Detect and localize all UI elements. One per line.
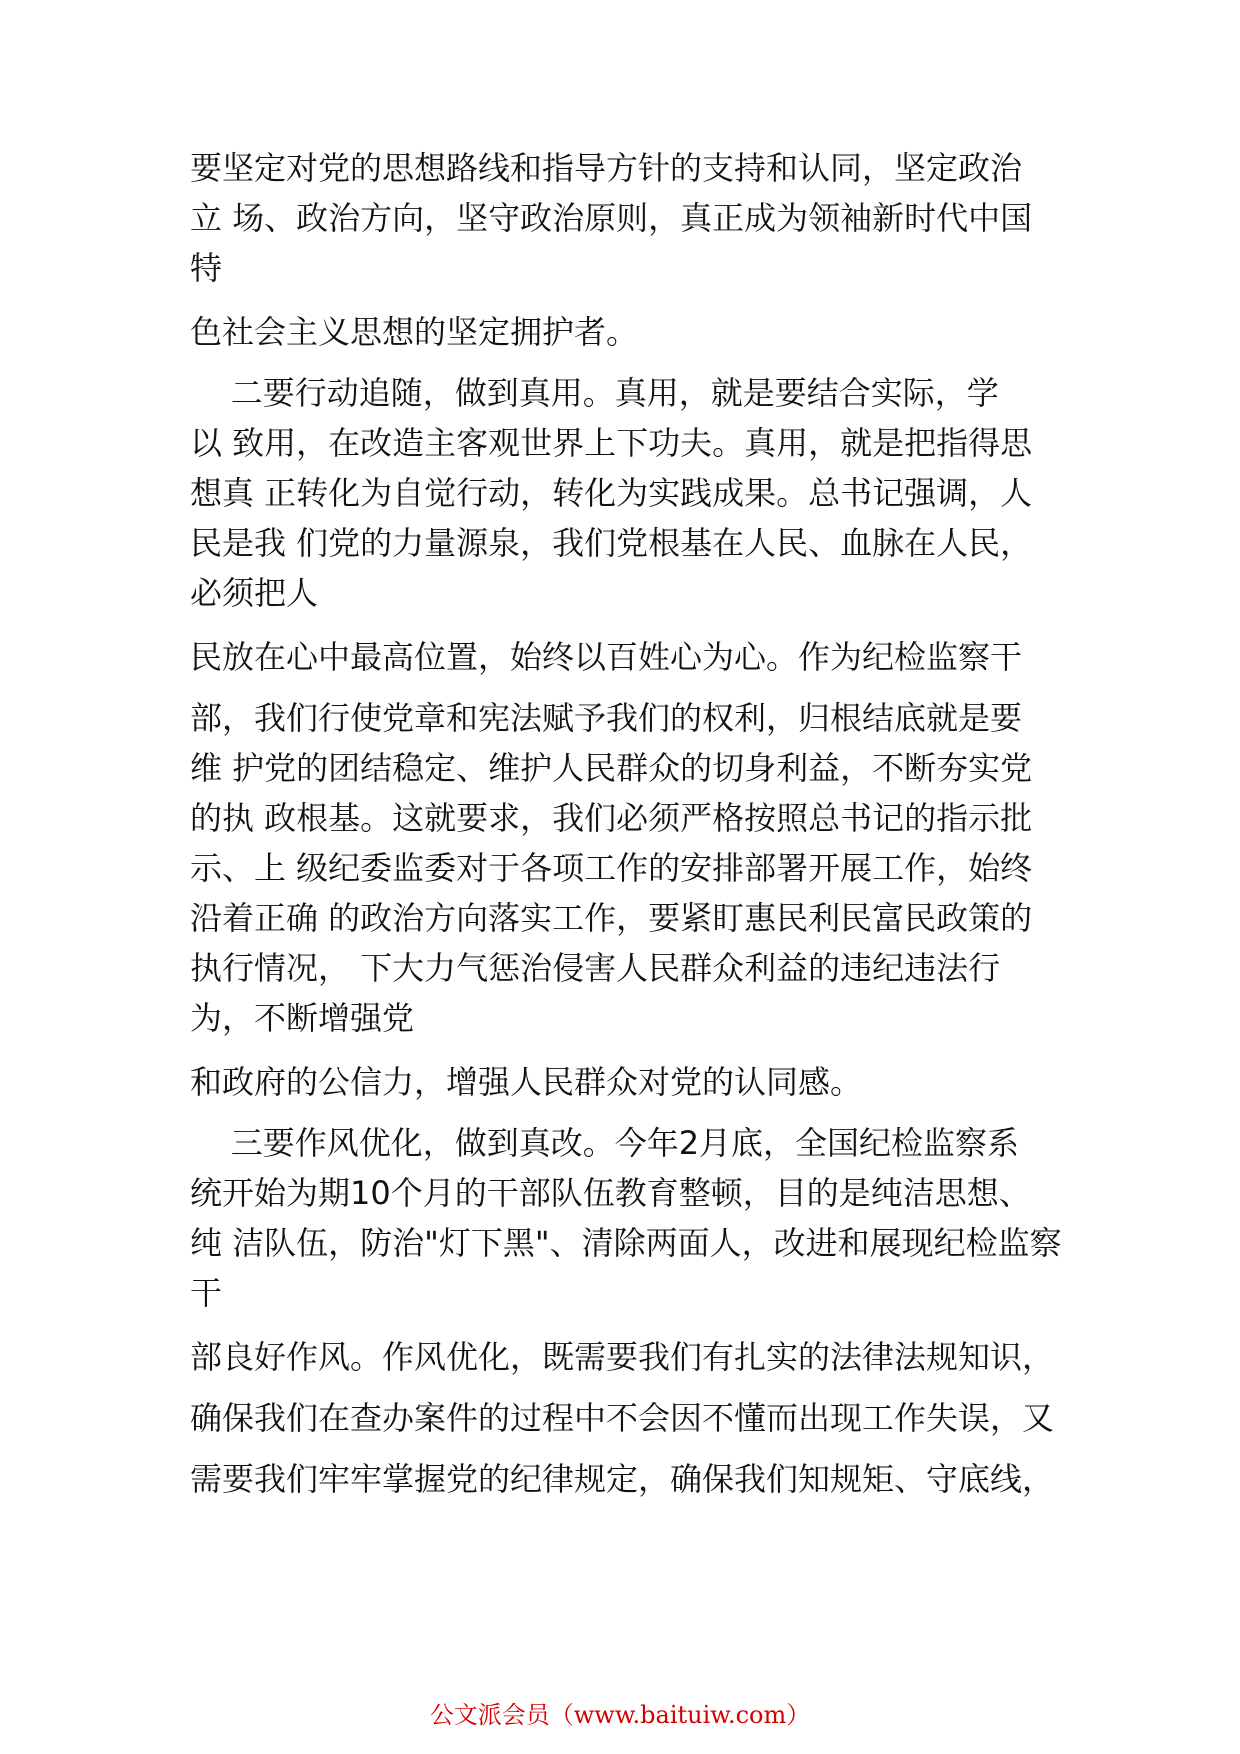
text-line-7: 想真 正转化为自觉行动，转化为实践成果。总书记强调，人 — [190, 474, 1033, 512]
text-line-18: 和政府的公信力，增强人民群众对党的认同感。 — [190, 1063, 863, 1101]
text-line-25: 需要我们牢牢掌握党的纪律规定，确保我们知规矩、守底线， — [190, 1460, 1055, 1498]
text-line-22: 干 — [190, 1274, 223, 1312]
text-line-19: 三要作风优化，做到真改。今年2月底，全国纪检监察系 — [190, 1124, 1020, 1162]
text-line-16: 执行情况， 下大力气惩治侵害人民群众利益的违纪违法行 — [190, 949, 1001, 987]
text-line-6: 以 致用，在改造主客观世界上下功夫。真用，就是把指得思 — [190, 424, 1033, 462]
text-line-8: 民是我 们党的力量源泉，我们党根基在人民、血脉在人民， — [190, 524, 1033, 562]
text-line-21: 纯 洁队伍，防治"灯下黑"、清除两面人，改进和展现纪检监察 — [190, 1224, 1062, 1262]
text-line-4: 色社会主义思想的坚定拥护者。 — [190, 313, 639, 351]
text-line-20: 统开始为期10个月的干部队伍教育整顿，目的是纯洁思想、 — [190, 1174, 1031, 1212]
footer-watermark: 公文派会员（www.baituiw.com） — [429, 1701, 811, 1729]
text-line-17: 为，不断增强党 — [190, 999, 415, 1037]
text-line-2: 立 场、政治方向，坚守政治原则，真正成为领袖新时代中国 — [190, 199, 1033, 237]
text-line-24: 确保我们在查办案件的过程中不会因不懂而出现工作失误，又 — [190, 1399, 1055, 1437]
text-line-15: 沿着正确 的政治方向落实工作，要紧盯惠民利民富民政策的 — [190, 899, 1033, 937]
text-line-5: 二要行动追随，做到真用。真用，就是要结合实际，学 — [190, 374, 999, 412]
text-line-12: 维 护党的团结稳定、维护人民群众的切身利益，不断夯实党 — [190, 749, 1033, 787]
text-line-3: 特 — [190, 249, 223, 287]
text-line-13: 的执 政根基。这就要求，我们必须严格按照总书记的指示批 — [190, 799, 1033, 837]
text-line-1: 要坚定对党的思想路线和指导方针的支持和认同，坚定政治 — [190, 149, 1023, 187]
text-line-23: 部良好作风。作风优化，既需要我们有扎实的法律法规知识， — [190, 1338, 1055, 1376]
text-line-14: 示、上 级纪委监委对于各项工作的安排部署开展工作，始终 — [190, 849, 1033, 887]
text-line-11: 部，我们行使党章和宪法赋予我们的权利，归根结底就是要 — [190, 699, 1023, 737]
text-line-9: 必须把人 — [190, 574, 319, 612]
text-line-10: 民放在心中最高位置，始终以百姓心为心。作为纪检监察干 — [190, 638, 1023, 676]
